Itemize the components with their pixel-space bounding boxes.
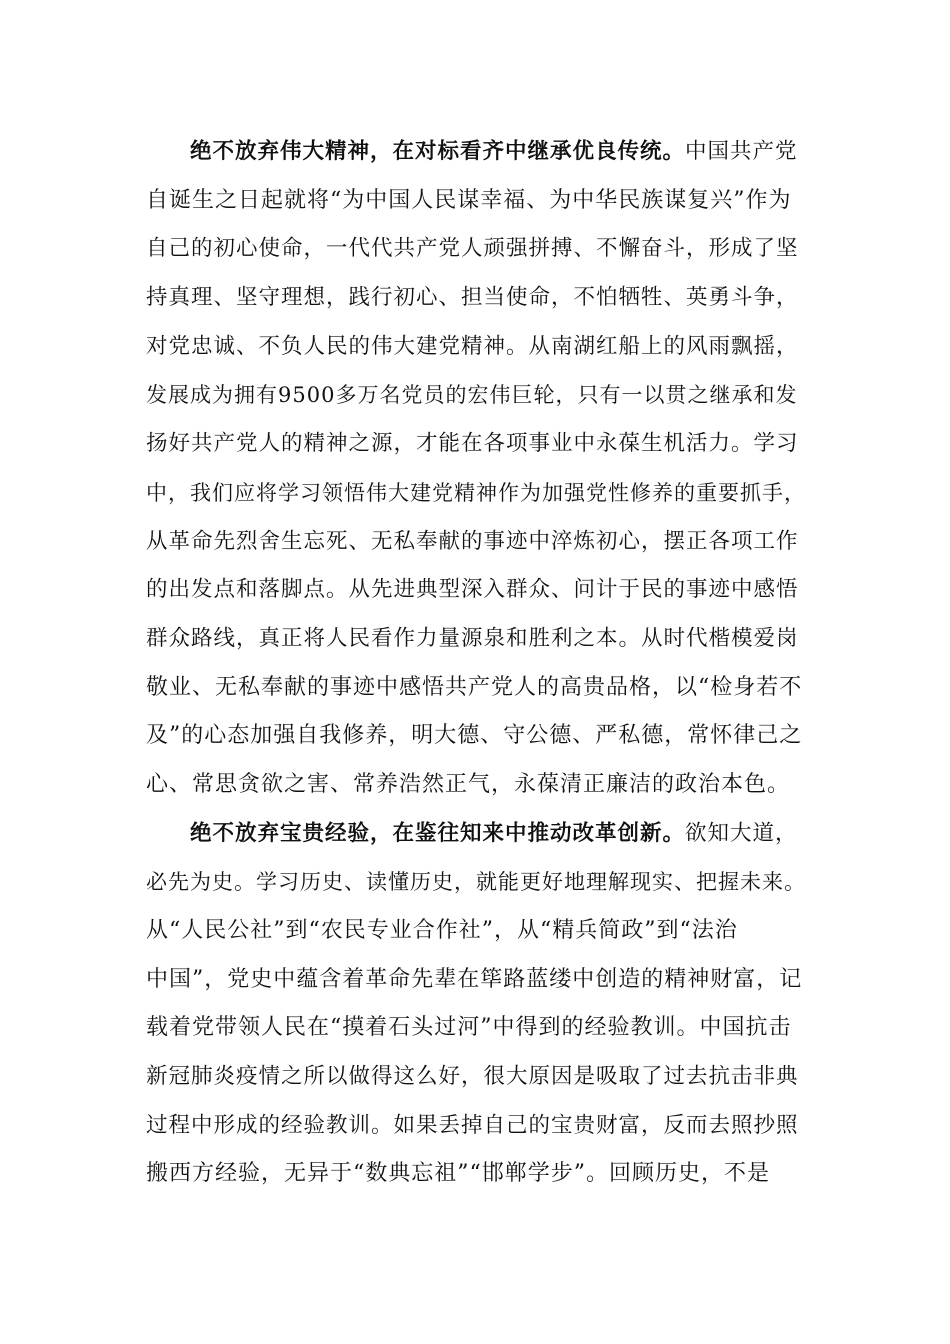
- paragraph-line: 发展成为拥有9500多万名党员的宏伟巨轮，只有一以贯之继承和发: [146, 383, 798, 408]
- paragraph-lead-bold: 绝不放弃伟大精神，在对标看齐中继承优良传统。: [190, 139, 686, 164]
- paragraph-line: 群众路线，真正将人民看作力量源泉和胜利之本。从时代楷模爱岗: [146, 625, 799, 651]
- paragraph-line: 对党忠诚、不负人民的伟大建党精神。从南湖红船上的风雨飘摇，: [146, 333, 799, 359]
- paragraph-first-line: [146, 810, 806, 859]
- paragraph-line: 扬好共产党人的精神之源，才能在各项事业中永葆生机活力。学习: [146, 431, 799, 457]
- paragraph-text: 欲知大道，: [685, 820, 798, 846]
- paragraph-line: 中国”，党史中蕴含着革命先辈在筚路蓝缕中创造的精神财富，记: [146, 966, 803, 992]
- paragraph-2: [146, 810, 806, 1200]
- paragraph-line: 必先为史。学习历史、读懂历史，就能更好地理解现实、把握未来。: [146, 870, 806, 895]
- document-body: [146, 128, 806, 1199]
- paragraph-line: 从革命先烈舍生忘死、无私奉献的事迹中淬炼初心，摆正各项工作: [146, 528, 799, 554]
- paragraph-line: 从“人民公社”到“农民专业合作社”，从“精兵简政”到“法治: [146, 918, 738, 943]
- paragraph-line: 新冠肺炎疫情之所以做得这么好，很大原因是吸取了过去抗击非典: [146, 1064, 799, 1090]
- paragraph-line: 及”的心态加强自我修养，明大德、守公德、严私德，常怀律己之: [146, 723, 803, 749]
- paragraph-line: 自诞生之日起就将“为中国人民谋幸福、为中华民族谋复兴”作为: [146, 187, 792, 213]
- paragraph-first-line: [146, 128, 806, 177]
- paragraph-line: 载着党带领人民在“摸着石头过河”中得到的经验教训。中国抗击: [146, 1015, 792, 1041]
- paragraph-line: 的出发点和落脚点。从先进典型深入群众、问计于民的事迹中感悟: [146, 577, 799, 603]
- paragraph-1: [146, 128, 806, 810]
- paragraph-lead-bold: 绝不放弃宝贵经验，在鉴往知来中推动改革创新。: [190, 820, 686, 846]
- paragraph-line: 自己的初心使命，一代代共产党人顽强拼搏、不懈奋斗，形成了坚: [146, 236, 799, 262]
- paragraph-line: 持真理、坚守理想，践行初心、担当使命，不怕牺牲、英勇斗争，: [146, 285, 799, 311]
- paragraph-line: 中，我们应将学习领悟伟大建党精神作为加强党性修养的重要抓手，: [146, 480, 806, 505]
- paragraph-line: 敬业、无私奉献的事迹中感悟共产党人的高贵品格，以“检身若不: [146, 674, 803, 700]
- paragraph-line: 搬西方经验，无异于“数典忘祖”“邯郸学步”。回顾历史，不是: [146, 1161, 770, 1187]
- paragraph-line: 过程中形成的经验教训。如果丢掉自己的宝贵财富，反而去照抄照: [146, 1112, 799, 1138]
- paragraph-line: 心、常思贪欲之害、常养浩然正气，永葆清正廉洁的政治本色。: [146, 771, 791, 797]
- paragraph-text: 中国共产党: [685, 139, 798, 164]
